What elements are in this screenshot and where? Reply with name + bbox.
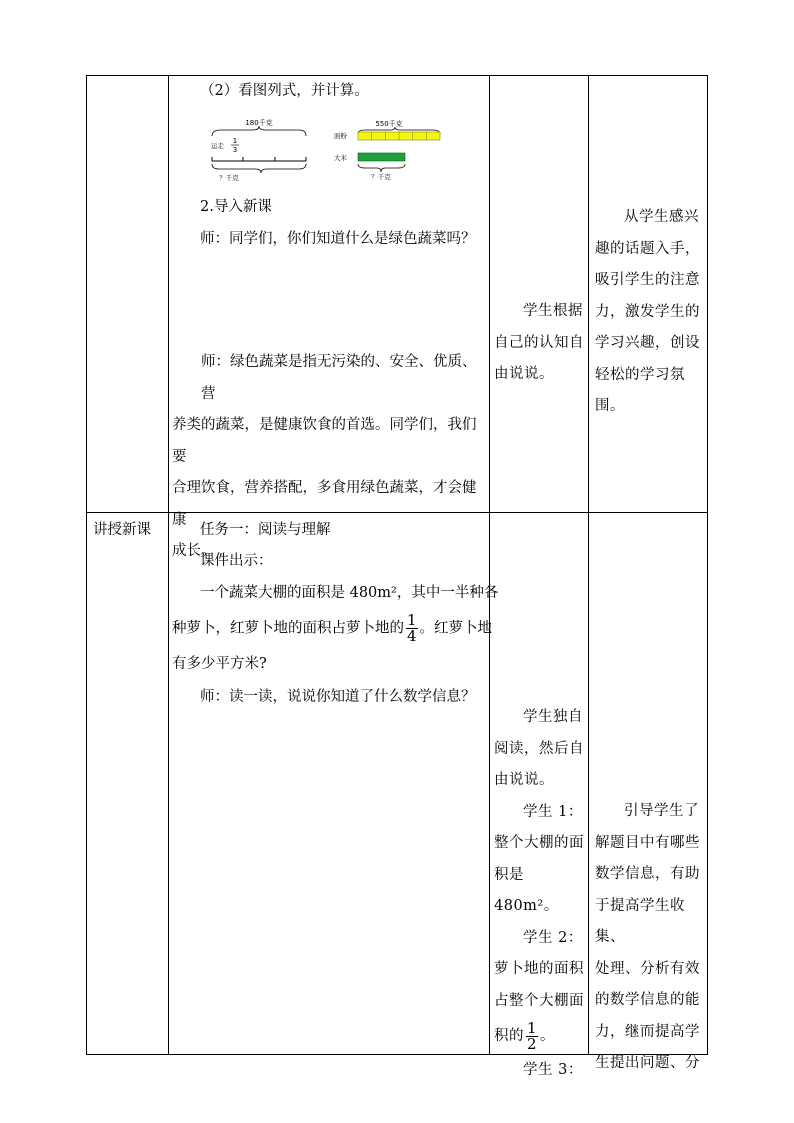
table-right-border: [707, 75, 708, 1055]
student-r2-line-7: 学生 2：: [523, 929, 583, 946]
problem-line-2a: 种萝卜，红萝卜地的面积占萝卜地的: [172, 620, 404, 637]
diagram-unknown-label-right: ？千克: [371, 173, 391, 181]
teacher-answer-line-4: 成长。: [172, 543, 216, 559]
design-r2-line-1: 引导学生了: [624, 803, 699, 819]
design-r2-line-4: 于提高学生收集、: [595, 897, 685, 945]
design-r2-line-5: 处理、分析有效: [595, 960, 700, 977]
student-r2-line-2: 阅读，然后自: [494, 740, 584, 757]
student-fraction-den: 2: [527, 1034, 538, 1053]
teacher-question: 师：同学们，你们知道什么是绿色蔬菜吗？: [200, 231, 476, 247]
diagram-fraction-den: 3: [232, 146, 238, 154]
diagram-total-label: 180千克: [245, 119, 273, 127]
student-activity-row2: [494, 702, 586, 1087]
design-line-4: 力，激发学生的: [595, 303, 700, 320]
diagram-rice-label: 大米: [334, 154, 347, 162]
problem-line-1: 一个蔬菜大棚的面积是 480m²，其中一半种各: [200, 585, 499, 601]
teacher-answer-line-1: 师：绿色蔬菜是指无污染的、安全、优质、营: [201, 354, 477, 402]
teacher-answer-line-2: 养类的蔬菜，是健康饮食的首选。同学们，我们要: [172, 417, 477, 465]
courseware-label: 课件出示：: [200, 553, 273, 569]
student-fraction: [526, 1018, 538, 1053]
intro-heading: 2.导入新课: [200, 199, 272, 215]
design-intent-row2: [595, 796, 705, 1080]
student-r2-line-3: 由说说。: [494, 772, 554, 788]
design-line-3: 吸引学生的注意: [595, 272, 700, 288]
line-segment-diagram: [205, 116, 315, 184]
diagram-part-label: 运走: [211, 142, 224, 150]
design-r2-line-6: 的数学信息的能: [595, 992, 700, 1008]
diagram-unknown-label: ？千克: [219, 174, 239, 182]
student-fraction-num: 1: [527, 1018, 538, 1037]
student-r2-line-1: 学生独自: [523, 709, 583, 725]
table-left-border: [86, 75, 87, 1055]
teacher-prompt: 师：读一读，说说你知道了什么数学信息？: [200, 689, 476, 705]
task-heading: 任务一：阅读与理解: [200, 522, 331, 538]
rice-bar: [358, 153, 405, 161]
design-line-6: 轻松的学习氛围。: [595, 366, 685, 414]
student-r2-line-11: 学生 3：: [523, 1062, 583, 1078]
problem-fraction-num: 1: [407, 611, 417, 629]
student-r2-line-6: 积是 480m²。: [494, 866, 559, 914]
design-intent-row1: [595, 202, 705, 423]
bar-comparison-diagram: [333, 116, 445, 182]
col-divider-3: [588, 75, 589, 1055]
col-divider-2: [489, 75, 490, 1055]
student-r2-line-5: 整个大棚的面: [494, 835, 584, 851]
design-line-1: 从学生感兴: [624, 209, 699, 225]
problem-fraction-den: 4: [407, 627, 417, 645]
problem-line-2: [172, 613, 492, 645]
table-top-border: [86, 75, 708, 76]
student-r2-line-8: 萝卜地的面积: [494, 961, 584, 977]
student-r2-line-10: [494, 1017, 586, 1055]
col-divider-1: [168, 75, 169, 1055]
problem-fraction: [406, 613, 418, 644]
design-line-5: 学习兴趣，创设: [595, 335, 700, 351]
teacher-answer-line-3: 合理饮食，营养搭配，多食用绿色蔬菜，才会健康: [172, 480, 477, 528]
diagram-total-label-right: 550千克: [375, 120, 403, 128]
student-line-1: 学生根据: [523, 303, 583, 319]
step-heading: （2）看图列式，并计算。: [200, 83, 369, 99]
student-r2-line-4: 学生 1：: [523, 803, 583, 820]
student-r2-line-9: 占整个大棚面: [494, 992, 584, 1009]
student-line-3: 由说说。: [494, 366, 554, 382]
diagram-fraction-num: 1: [232, 137, 238, 145]
design-r2-line-8: 生提出问题、分: [595, 1055, 700, 1071]
design-r2-line-3: 数学信息，有助: [595, 866, 700, 882]
student-line-2: 自己的认知自: [494, 334, 584, 351]
student-r2-line-10a: 积的: [494, 1028, 524, 1044]
design-r2-line-7: 力，继而提高学: [595, 1023, 700, 1040]
problem-line-2b: 。红萝卜地: [419, 620, 493, 637]
problem-line-3: 有多少平方米?: [172, 656, 267, 672]
student-r2-line-10b: 。: [540, 1028, 556, 1044]
design-r2-line-2: 解题目中有哪些: [595, 834, 700, 851]
diagram-flour-label: 面粉: [334, 132, 347, 140]
stage-label: 讲授新课: [93, 522, 151, 538]
design-line-2: 趣的话题入手，: [595, 240, 700, 257]
student-activity-row1: [494, 296, 586, 391]
